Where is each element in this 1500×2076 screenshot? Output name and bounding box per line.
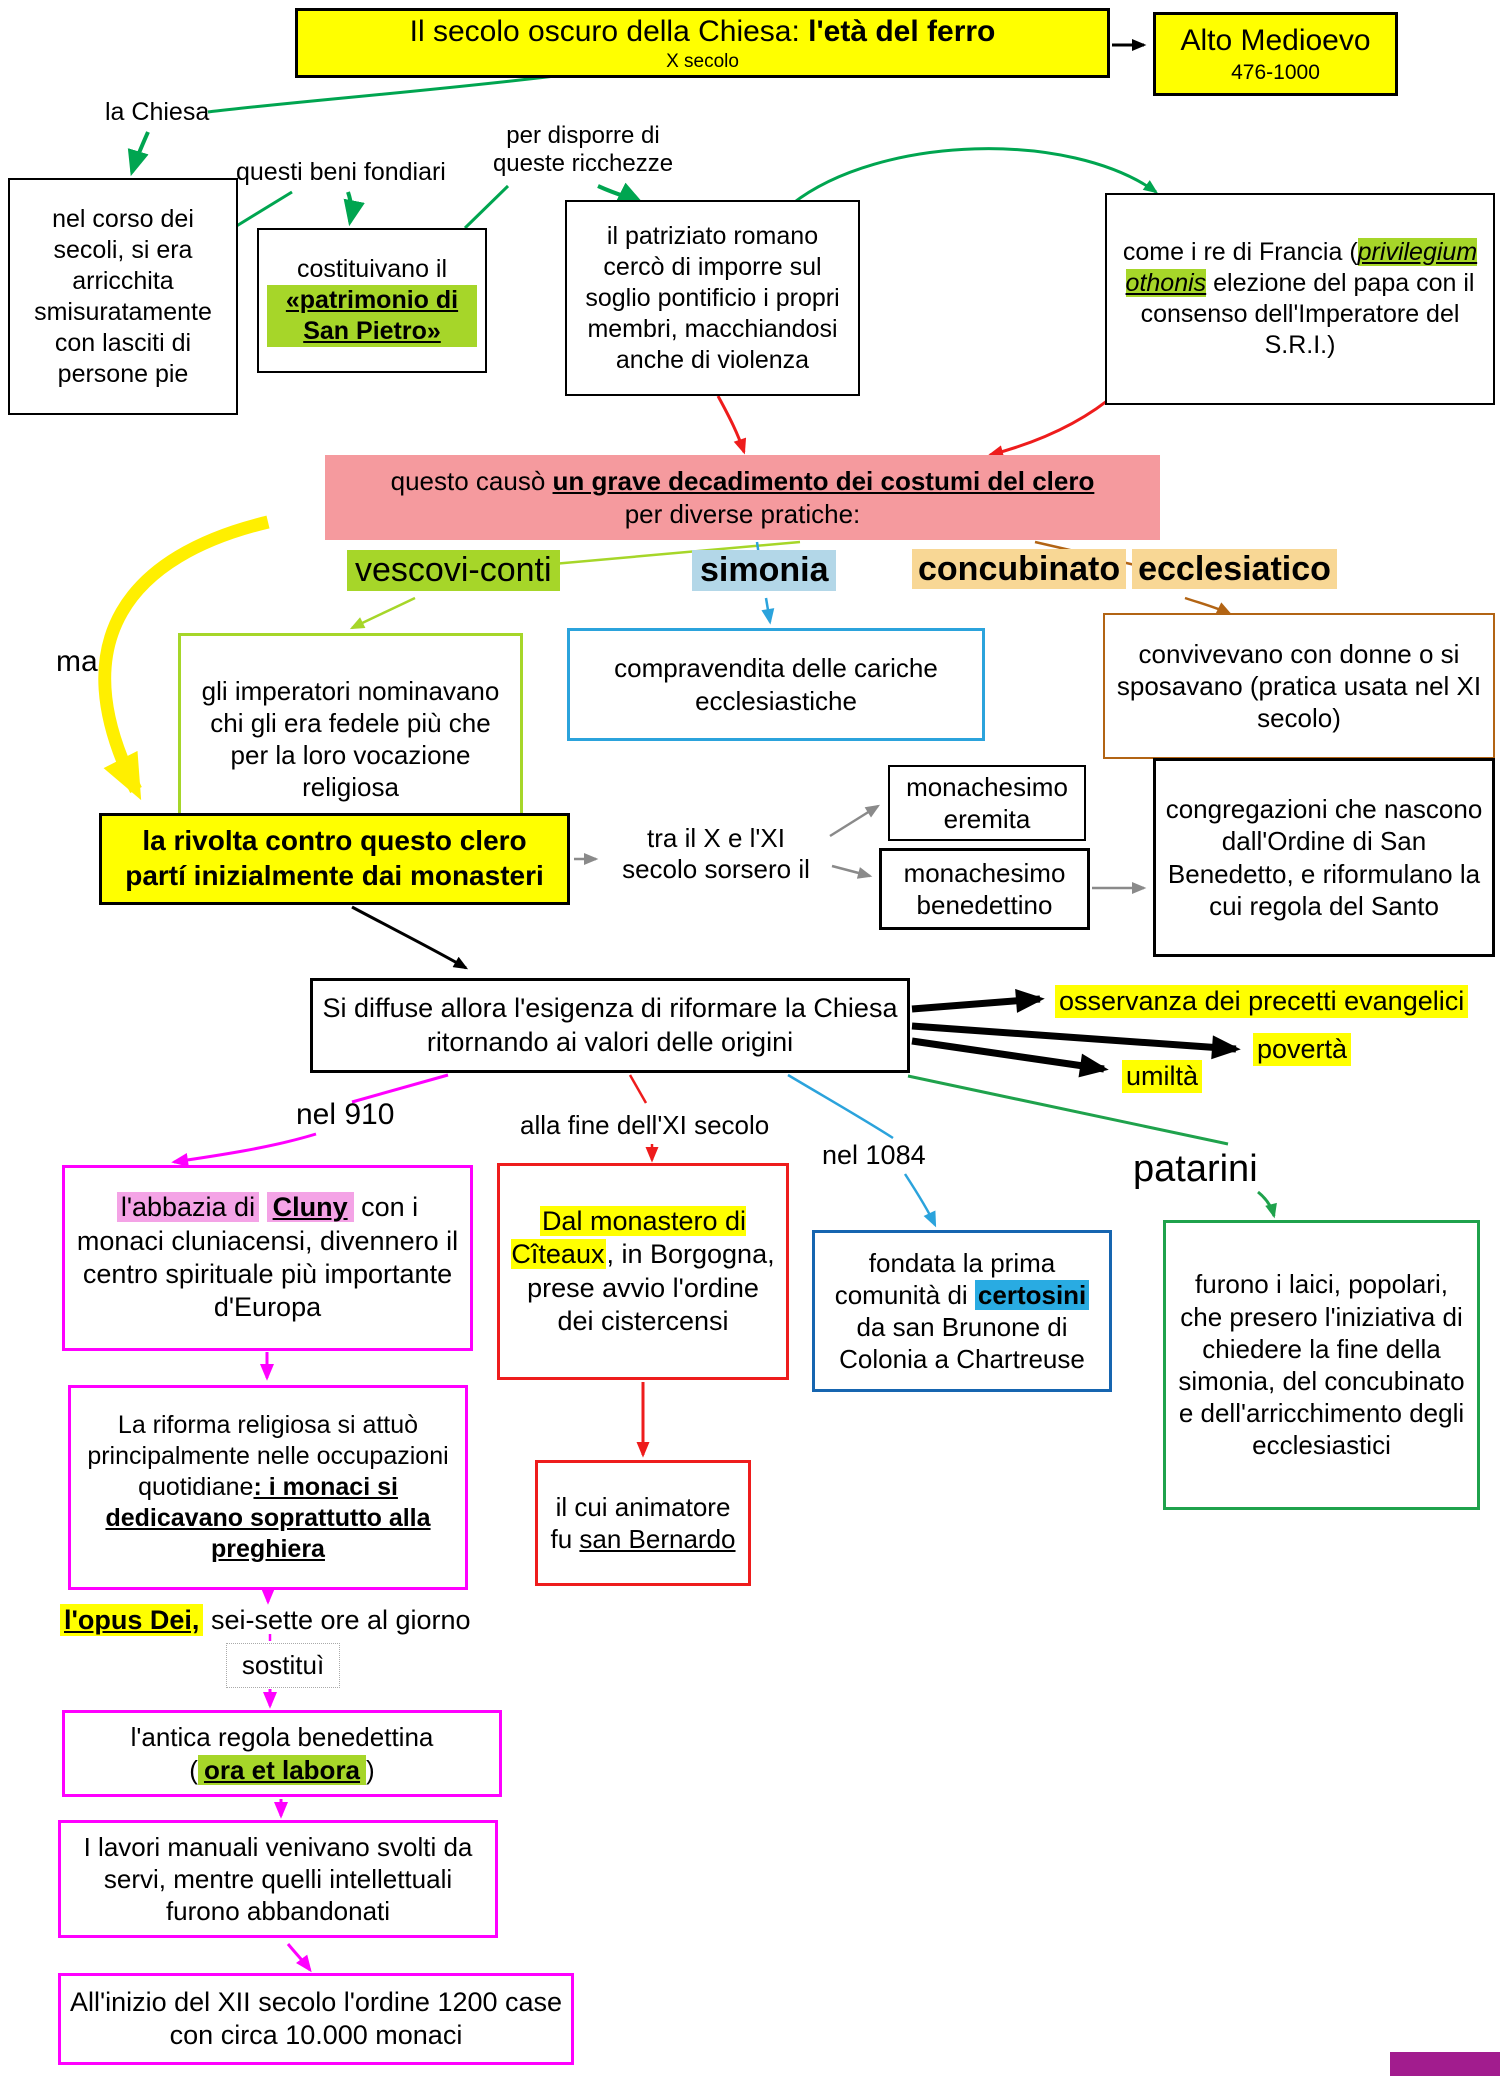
citeaux-post: , in Borgogna, prese avvio l'ordine dei cistercensi <box>527 1239 775 1336</box>
node-alto-medioevo <box>1153 12 1398 96</box>
node-convivevano <box>1103 613 1495 759</box>
alto-title: Alto Medioevo <box>1180 24 1371 58</box>
label-opus-dei <box>60 1605 471 1636</box>
riforma-text <box>79 1410 457 1565</box>
label-nel-1084: nel 1084 <box>822 1140 926 1170</box>
francia-highlight: privilegium othonis <box>1125 238 1478 297</box>
edge-910-cluny <box>174 1134 316 1162</box>
label-osservanza: osservanza dei precetti evangelici <box>1055 985 1468 1018</box>
decadimento-line2: per diverse pratiche: <box>624 498 861 529</box>
edge-francia-decadimento <box>990 392 1118 455</box>
certosini-highlight: certosini <box>975 1280 1089 1310</box>
node-inizio-xii <box>58 1973 574 2065</box>
cluny-text <box>73 1191 462 1325</box>
node-francia <box>1105 193 1495 405</box>
rivolta-text: la rivolta contro questo clero partí inizialmente dai monasteri <box>125 825 544 891</box>
label-nel-910: nel 910 <box>296 1098 395 1131</box>
label-vescovi-conti: vescovi-conti <box>347 550 560 591</box>
certosini-post: da san Brunone di Colonia a Chartreuse <box>839 1312 1085 1375</box>
label-beni-fondiari: questi beni fondiari <box>236 158 446 186</box>
node-cluny <box>62 1165 473 1351</box>
decadimento-highlight: un grave decadimento dei costumi del clero <box>552 466 1095 497</box>
decadimento-line1 <box>391 465 1095 497</box>
corner-accent <box>1390 2052 1500 2076</box>
lavori-text: I lavori manuali venivano svolti da servi, mentre quelli intellettuali furono abbandonati <box>83 1831 473 1927</box>
eremita-text: monachesimo eremita <box>906 771 1068 834</box>
edge-patriziato-francia <box>792 149 1156 204</box>
tra-il-line1: tra il X e l'XI <box>647 823 785 853</box>
antica-line2 <box>189 1754 374 1786</box>
opus-dei-highlight: l'opus Dei, <box>60 1604 203 1636</box>
edge-riformare-1084 <box>788 1075 893 1138</box>
inizio-xii-text: All'inizio del XII secolo l'ordine 1200 case con circa 10.000 monaci <box>69 1986 563 2050</box>
label-tra-il <box>600 823 832 885</box>
patriziato-text: il patriziato romano cercò di imporre sul soglio pontificio i propri membri, macchiandosi anche di violenza <box>585 221 840 374</box>
edge-title-chiesa <box>208 76 555 112</box>
title-sub: X secolo <box>666 50 739 72</box>
edge-simonia-compravendita <box>766 598 770 622</box>
riforma-pre: La riforma religiosa si attuò principalmente nelle occupazioni quotidiane <box>87 1411 449 1501</box>
antica-pre: ( <box>189 1754 198 1785</box>
node-riforma <box>68 1385 468 1590</box>
label-concubinato <box>912 550 1337 589</box>
label-poverta: povertà <box>1253 1033 1351 1066</box>
edge-concubinato-convivevano <box>1185 598 1230 614</box>
francia-post: elezione del papa con il consenso dell'Imperatore del S.R.I.) <box>1140 269 1475 359</box>
node-compravendita <box>567 628 985 741</box>
edge-tra-eremita <box>830 806 878 836</box>
edge-lavori-inizio <box>288 1944 310 1970</box>
title-pre: Il secolo oscuro della Chiesa: <box>409 14 809 48</box>
alto-dates: 476-1000 <box>1231 60 1320 84</box>
edge-riformare-osservanza <box>912 999 1040 1009</box>
francia-text <box>1115 237 1485 361</box>
node-bernardo <box>535 1460 751 1586</box>
node-title <box>295 8 1110 78</box>
node-patrimonio <box>257 228 487 373</box>
node-congregazioni <box>1153 758 1495 957</box>
node-citeaux <box>497 1163 789 1380</box>
patrimonio-highlight: «patrimonio di San Pietro» <box>267 285 477 347</box>
edge-riformare-finexi <box>630 1075 646 1103</box>
cluny-hl1: l'abbazia di <box>117 1192 259 1222</box>
node-patriziato <box>565 200 860 396</box>
sostitui-text: sostituì <box>241 1650 325 1681</box>
node-certosini <box>812 1230 1112 1392</box>
node-benedettino <box>879 848 1090 930</box>
citeaux-highlight: Dal monastero di Cîteaux <box>511 1205 747 1270</box>
edge-patriziato-decadimento <box>718 396 744 452</box>
certosini-text <box>823 1247 1101 1376</box>
patrimonio-pre: costituivano il <box>296 255 448 283</box>
antica-post: ) <box>366 1754 375 1785</box>
label-fine-xi: alla fine dell'XI secolo <box>520 1110 770 1140</box>
antica-highlight: ora et labora <box>198 1755 366 1785</box>
patarini-box-text: furono i laici, popolari, che presero l'iniziativa di chiedere la fine della simonia, del concubinato e dell'arricchimento degli ecclesiastici <box>1178 1269 1465 1461</box>
node-antica-regola <box>62 1710 502 1797</box>
node-lavori <box>58 1820 498 1938</box>
node-decadimento <box>325 455 1160 540</box>
congregazioni-text: congregazioni che nascono dall'Ordine di San Benedetto, e riformulano la cui regola del Santo <box>1165 794 1483 921</box>
node-rivolta <box>99 813 570 905</box>
cluny-post: con i monaci cluniacensi, divennero il centro spirituale più importante d'Europa <box>76 1192 459 1323</box>
convivevano-text: convivevano con donne o si sposavano (pratica usata nel XI secolo) <box>1116 638 1482 734</box>
node-arricchita <box>8 178 238 415</box>
edge-beni-patrimonio <box>348 192 351 222</box>
concubinato-word2: ecclesiatico <box>1132 549 1337 589</box>
edge-chiesa-arricchita <box>132 132 148 172</box>
edge-patarini-box <box>1258 1192 1274 1216</box>
cluny-hl2: Cluny <box>267 1192 354 1222</box>
decadimento-pre: questo causò <box>390 466 553 497</box>
concubinato-word1: concubinato <box>912 549 1126 589</box>
riforma-highlight: : i monaci si dedicavano soprattutto alla preghiera <box>105 1473 431 1563</box>
benedettino-text: monachesimo benedettino <box>903 857 1066 920</box>
edge-disporre-patrimonio <box>465 186 508 228</box>
node-sostitui <box>226 1643 340 1688</box>
node-eremita <box>888 765 1086 841</box>
edge-riformare-poverta <box>912 1026 1236 1049</box>
node-patarini <box>1163 1220 1480 1510</box>
label-ma: ma <box>56 645 98 678</box>
label-umilta: umiltà <box>1122 1060 1202 1093</box>
certosini-pre: fondata la prima comunità di <box>834 1247 1056 1310</box>
imperatori-text: gli imperatori nominavano chi gli era fedele più che per la loro vocazione religiosa <box>201 675 500 803</box>
compravendita-text: compravendita delle cariche ecclesiastiche <box>614 653 938 716</box>
node-riformare <box>310 978 910 1073</box>
title-bold: l'età del ferro <box>808 14 996 48</box>
bernardo-highlight: san Bernardo <box>579 1524 736 1554</box>
bernardo-text <box>546 1491 740 1555</box>
riformare-text: Si diffuse allora l'esigenza di riformare la Chiesa ritornando ai valori delle origini <box>322 993 898 1057</box>
opus-dei-post: sei-sette ore al giorno <box>203 1605 471 1635</box>
label-patarini: patarini <box>1133 1148 1258 1190</box>
bernardo-pre: il cui animatore fu <box>550 1491 731 1554</box>
edge-1084-certosini <box>905 1174 935 1225</box>
label-la-chiesa: la Chiesa <box>105 98 210 126</box>
edge-beni-arricchita <box>230 192 292 230</box>
tra-il-line2: secolo sorsero il <box>622 854 810 884</box>
title-line <box>410 13 996 50</box>
arricchita-text: nel corso dei secoli, si era arricchita smisuratamente con lasciti di persone pie <box>34 204 212 388</box>
edge-rivolta-riformare <box>352 907 466 968</box>
label-simonia: simonia <box>692 550 836 591</box>
francia-pre: come i re di Francia ( <box>1122 238 1358 266</box>
antica-line1: l'antica regola benedettina <box>130 1722 434 1753</box>
edge-riformare-umilta <box>912 1041 1104 1069</box>
label-per-disporre: per disporre di queste ricchezze <box>492 122 674 177</box>
edge-tra-benedettino <box>832 866 870 876</box>
citeaux-text <box>508 1205 778 1339</box>
edge-vescovi-imperatori <box>352 598 415 628</box>
